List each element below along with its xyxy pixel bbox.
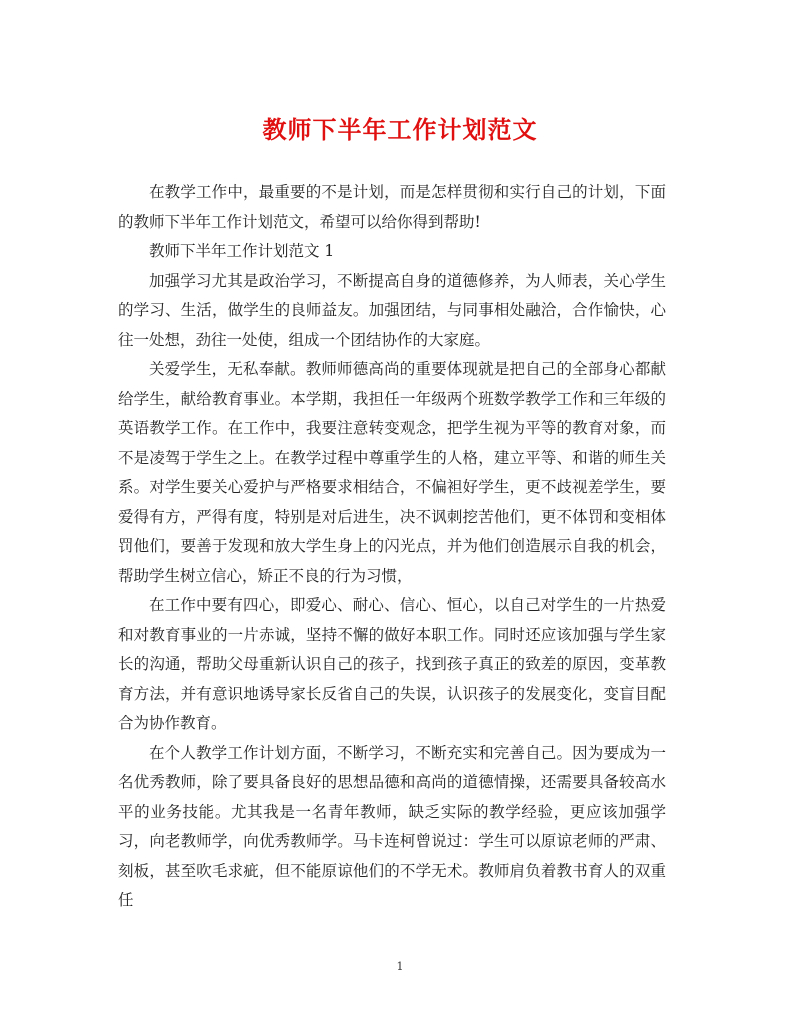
body-paragraph: 加强学习尤其是政治学习，不断提高自身的道德修养，为人师表，关心学生的学习、生活，做学生的良师益友。加强团结，与同事相处融洽，合作愉快，心往一处想，劲往一处使，组成一个团结协作的大家庭。	[118, 271, 666, 349]
body-paragraph: 在个人教学工作计划方面，不断学习，不断充实和完善自己。因为要成为一名优秀教师，除了要具备良好的思想品德和高尚的道德情操，还需要具备较高水平的业务技能。尤其我是一名青年教师，缺乏实际的教学经验，更应该加强学习，向老教师学，向优秀教师学。马卡连柯曾说过：学生可以原谅老师的严肃、刻板，甚至吹毛求疵，但不能原谅他们的不学无术。教师肩负着教书育人的双重任	[118, 743, 666, 909]
intro-paragraph: 在教学工作中，最重要的不是计划，而是怎样贯彻和实行自己的计划，下面的教师下半年工作计划范文，希望可以给你得到帮助!	[118, 183, 666, 231]
document-body	[118, 178, 666, 916]
document-title: 教师下半年工作计划范文	[262, 115, 538, 144]
page-number: 1	[396, 960, 404, 973]
body-paragraph: 在工作中要有四心，即爱心、耐心、信心、恒心，以自己对学生的一片热爱和对教育事业的一片赤诚，坚持不懈的做好本职工作。同时还应该加强与学生家长的沟通，帮助父母重新认识自己的孩子，找到孩子真正的致差的原因，变革教育方法，并有意识地诱导家长反省自己的失误，认识孩子的发展变化，变盲目配合为协作教育。	[118, 596, 666, 732]
body-paragraph: 关爱学生，无私奉献。教师师德高尚的重要体现就是把自己的全部身心都献给学生，献给教育事业。本学期，我担任一年级两个班数学教学工作和三年级的英语教学工作。在工作中，我要注意转变观念，把学生视为平等的教育对象，而不是凌驾于学生之上。在教学过程中尊重学生的人格，建立平等、和谐的师生关系。对学生要关心爱护与严格要求相结合，不偏袒好学生，更不歧视差学生，要爱得有方，严得有度，特别是对后进生，决不讽刺挖苦他们，更不体罚和变相体罚他们，要善于发现和放大学生身上的闪光点，并为他们创造展示自我的机会，帮助学生树立信心，矫正不良的行为习惯，	[118, 360, 666, 585]
section-heading: 教师下半年工作计划范文 1	[149, 242, 335, 260]
